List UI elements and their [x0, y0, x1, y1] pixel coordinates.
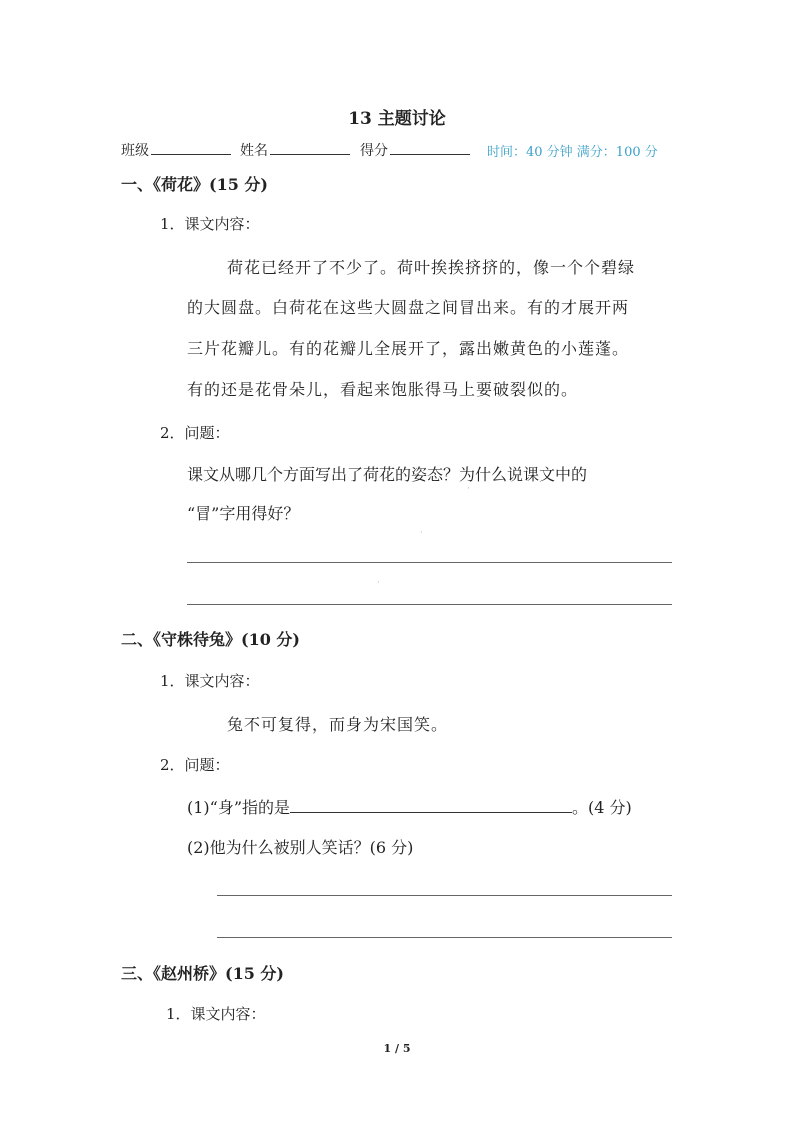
section2-passage: 兔不可复得，而身为宋国笑。: [227, 715, 449, 734]
time-info: 时间：40 分钟 满分：100 分: [487, 145, 658, 160]
section1-passage-line: 的大圆盘。白荷花在这些大圆盘之间冒出来。有的才展开两: [187, 298, 630, 317]
q1-prefix: (1)“身”指的是: [187, 798, 291, 817]
section3-content-label: 1．课文内容：: [166, 1005, 266, 1023]
answer-line[interactable]: [187, 562, 672, 563]
class-field: [121, 140, 231, 160]
section1-content-label: 1．课文内容：: [160, 215, 260, 233]
section2-heading: 二、《守株待兔》(10 分): [121, 630, 300, 649]
name-field: [240, 140, 350, 160]
section1-question-label: 2．问题：: [160, 424, 230, 442]
score-blank[interactable]: [390, 140, 470, 155]
scan-speck: ·: [420, 528, 423, 538]
answer-line[interactable]: [187, 604, 672, 605]
section3-heading: 三、《赵州桥》(15 分): [121, 964, 284, 983]
answer-line[interactable]: [217, 937, 672, 938]
section1-passage-line: 有的还是花骨朵儿，看起来饱胀得马上要破裂似的。: [187, 380, 579, 399]
score-field: [360, 140, 470, 160]
class-blank[interactable]: [151, 140, 231, 155]
section2-question-label: 2．问题：: [160, 756, 230, 774]
scan-speck: ·: [467, 484, 470, 494]
answer-line[interactable]: [217, 895, 672, 896]
section1-question-line: 课文从哪几个方面写出了荷花的姿态？为什么说课文中的: [187, 465, 588, 484]
name-label: 姓名: [240, 143, 268, 159]
q1-suffix: 。(4 分): [572, 798, 632, 817]
name-blank[interactable]: [270, 140, 350, 155]
section1-passage-line: 荷花已经开了不少了。荷叶挨挨挤挤的，像一个个碧绿: [227, 258, 636, 277]
page-number: 1 / 5: [383, 1042, 411, 1055]
page-title: 13 主题讨论: [348, 109, 446, 129]
section1-heading: 一、《荷花》(15 分): [121, 175, 268, 194]
scan-speck: ·: [377, 578, 380, 588]
score-label: 得分: [360, 143, 388, 159]
q1-blank[interactable]: [290, 798, 572, 813]
section1-question-line: “冒”字用得好？: [187, 504, 300, 523]
section2-content-label: 1．课文内容：: [160, 672, 260, 690]
section1-passage-line: 三片花瓣儿。有的花瓣儿全展开了，露出嫩黄色的小莲蓬。: [187, 339, 630, 358]
class-label: 班级: [121, 143, 149, 159]
section2-q2: (2)他为什么被别人笑话？(6 分): [187, 838, 414, 857]
section2-q1: [187, 795, 632, 818]
